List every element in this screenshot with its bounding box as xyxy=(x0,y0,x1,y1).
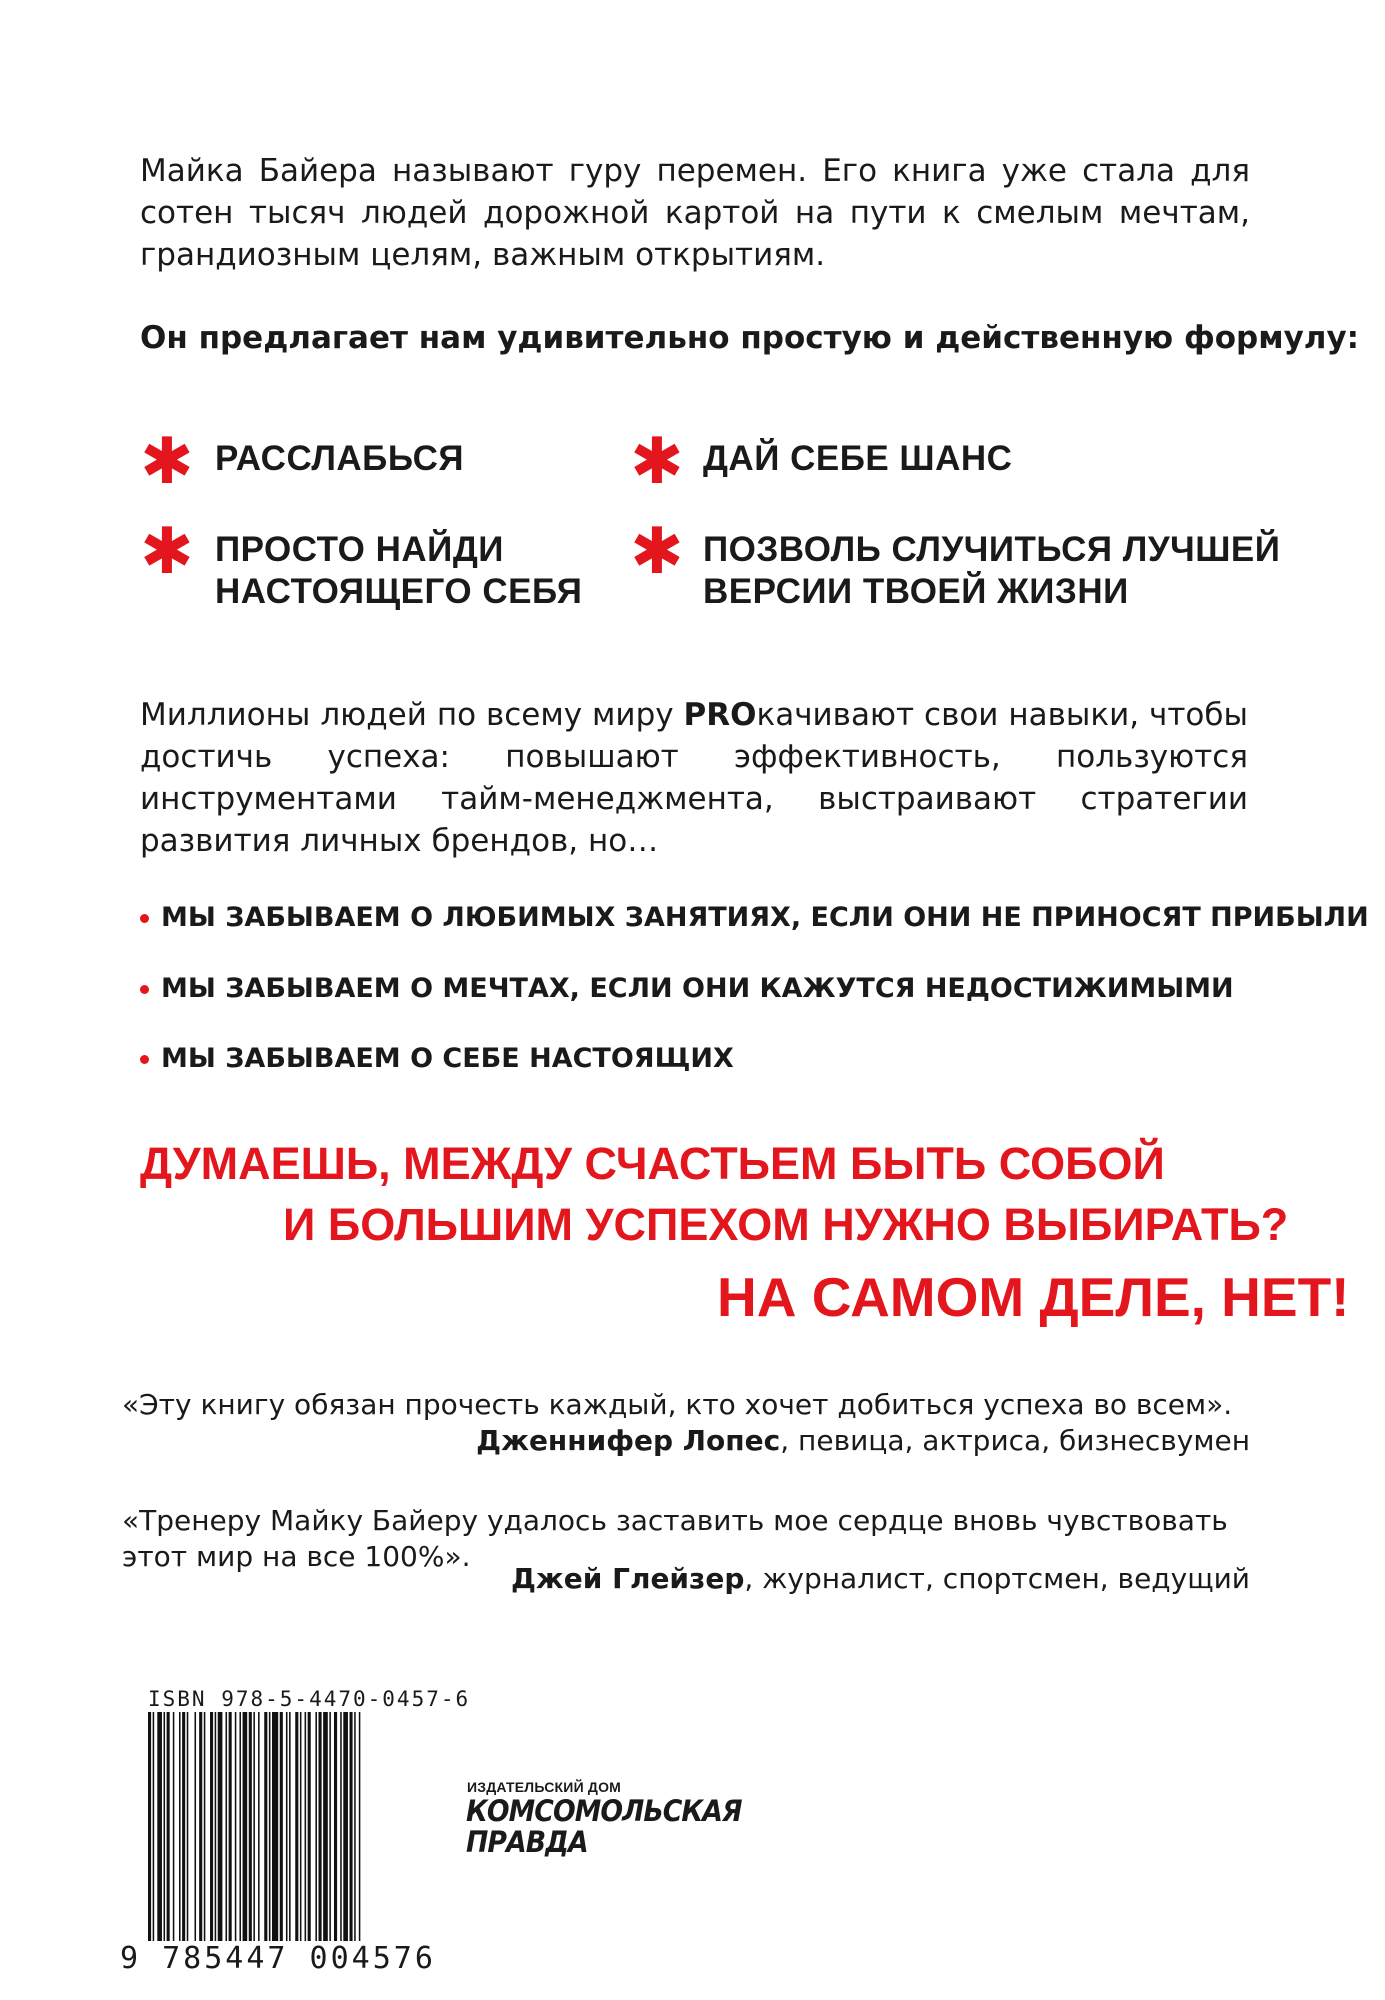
barcode-icon xyxy=(148,1712,420,1974)
quote-attribution xyxy=(511,1560,1250,1598)
publisher-logo-line: ПРАВДА xyxy=(466,1825,588,1859)
quote-role: , певица, актриса, бизнесвумен xyxy=(780,1424,1250,1457)
quote-text: «Эту книгу обязан прочесть каждый, кто хочет добиться успеха во всем». xyxy=(122,1388,1233,1421)
formula-item-line: НАСТОЯЩЕГО СЕБЯ xyxy=(215,572,583,611)
isbn-label: ISBN 978-5-4470-0457-6 xyxy=(148,1687,471,1711)
quote-role: , журналист, спортсмен, ведущий xyxy=(744,1562,1250,1595)
red-headline-line-3: НА САМОМ ДЕЛЕ, НЕТ! xyxy=(717,1266,1350,1328)
bullet-dot-icon xyxy=(140,985,149,994)
paragraph-text: Миллионы людей по всему миру xyxy=(140,697,684,733)
formula-item-line: ДАЙ СЕБЕ ШАНС xyxy=(703,439,1013,478)
formula-item-line: ВЕРСИИ ТВОЕЙ ЖИЗНИ xyxy=(703,572,1129,611)
formula-item-line: РАССЛАБЬСЯ xyxy=(215,439,465,478)
asterisk-icon: ✱ xyxy=(630,515,684,589)
formula-item-relax xyxy=(215,438,464,480)
bullet-dot-icon xyxy=(140,914,149,923)
asterisk-icon: ✱ xyxy=(140,515,194,589)
list-item-text: МЫ ЗАБЫВАЕМ О МЕЧТАХ, ЕСЛИ ОНИ КАЖУТСЯ НЕДОСТИЖИМЫМИ xyxy=(161,973,1234,1004)
publisher-logo-line: КОМСОМОЛЬСКАЯ xyxy=(466,1794,742,1828)
list-item xyxy=(140,1042,734,1076)
quote-attribution xyxy=(476,1422,1250,1460)
formula-item-line: ПОЗВОЛЬ СЛУЧИТЬСЯ ЛУЧШЕЙ xyxy=(703,530,1281,569)
formula-item-find-self xyxy=(215,529,582,613)
pro-emphasis: PRO xyxy=(683,697,757,733)
red-headline-line-1: ДУМАЕШЬ, МЕЖДУ СЧАСТЬЕМ БЫТЬ СОБОЙ xyxy=(140,1138,1165,1189)
red-headline-line-2: И БОЛЬШИМ УСПЕХОМ НУЖНО ВЫБИРАТЬ? xyxy=(283,1199,1289,1250)
quote-author: Дженнифер Лопес xyxy=(476,1424,781,1457)
asterisk-icon: ✱ xyxy=(630,425,684,499)
list-item xyxy=(140,901,1369,935)
list-item-text: МЫ ЗАБЫВАЕМ О ЛЮБИМЫХ ЗАНЯТИЯХ, ЕСЛИ ОНИ НЕ ПРИНОСЯТ ПРИБЫЛИ xyxy=(161,902,1369,933)
list-item xyxy=(140,972,1234,1006)
quote-author: Джей Глейзер xyxy=(510,1562,745,1595)
intro-paragraph: Майка Байера называют гуру перемен. Его книга уже стала для сотен тысяч людей дорожной картой на пути к смелым мечтам, грандиозным целям, важным открытиям. xyxy=(140,153,1250,273)
quote-text-line-1: «Тренеру Майку Байеру удалось заставить мое сердце вновь чувствовать xyxy=(122,1504,1228,1537)
formula-item-best-version xyxy=(703,529,1280,613)
bullet-dot-icon xyxy=(140,1055,149,1064)
formula-item-line: ПРОСТО НАЙДИ xyxy=(215,530,504,569)
pro-paragraph xyxy=(140,694,1248,862)
formula-heading: Он предлагает нам удивительно простую и действенную формулу: xyxy=(140,320,1360,356)
asterisk-icon: ✱ xyxy=(140,425,194,499)
formula-item-chance xyxy=(703,438,1012,480)
list-item-text: МЫ ЗАБЫВАЕМ О СЕБЕ НАСТОЯЩИХ xyxy=(161,1043,734,1074)
publisher-small-label: ИЗДАТЕЛЬСКИЙ ДОМ xyxy=(467,1779,622,1795)
publisher-logo xyxy=(466,1796,742,1858)
ean-digits: 9 785447 004576 xyxy=(120,1941,436,1976)
quote-text-line-2: этот мир на все 100%». xyxy=(122,1540,471,1573)
paragraph-text: качивают свои навыки, чтобы достичь успеха: повышают эффективность, пользуются инструментами тайм-менеджмента, выстраивают стратегии развития личных брендов, но… xyxy=(140,697,1248,859)
